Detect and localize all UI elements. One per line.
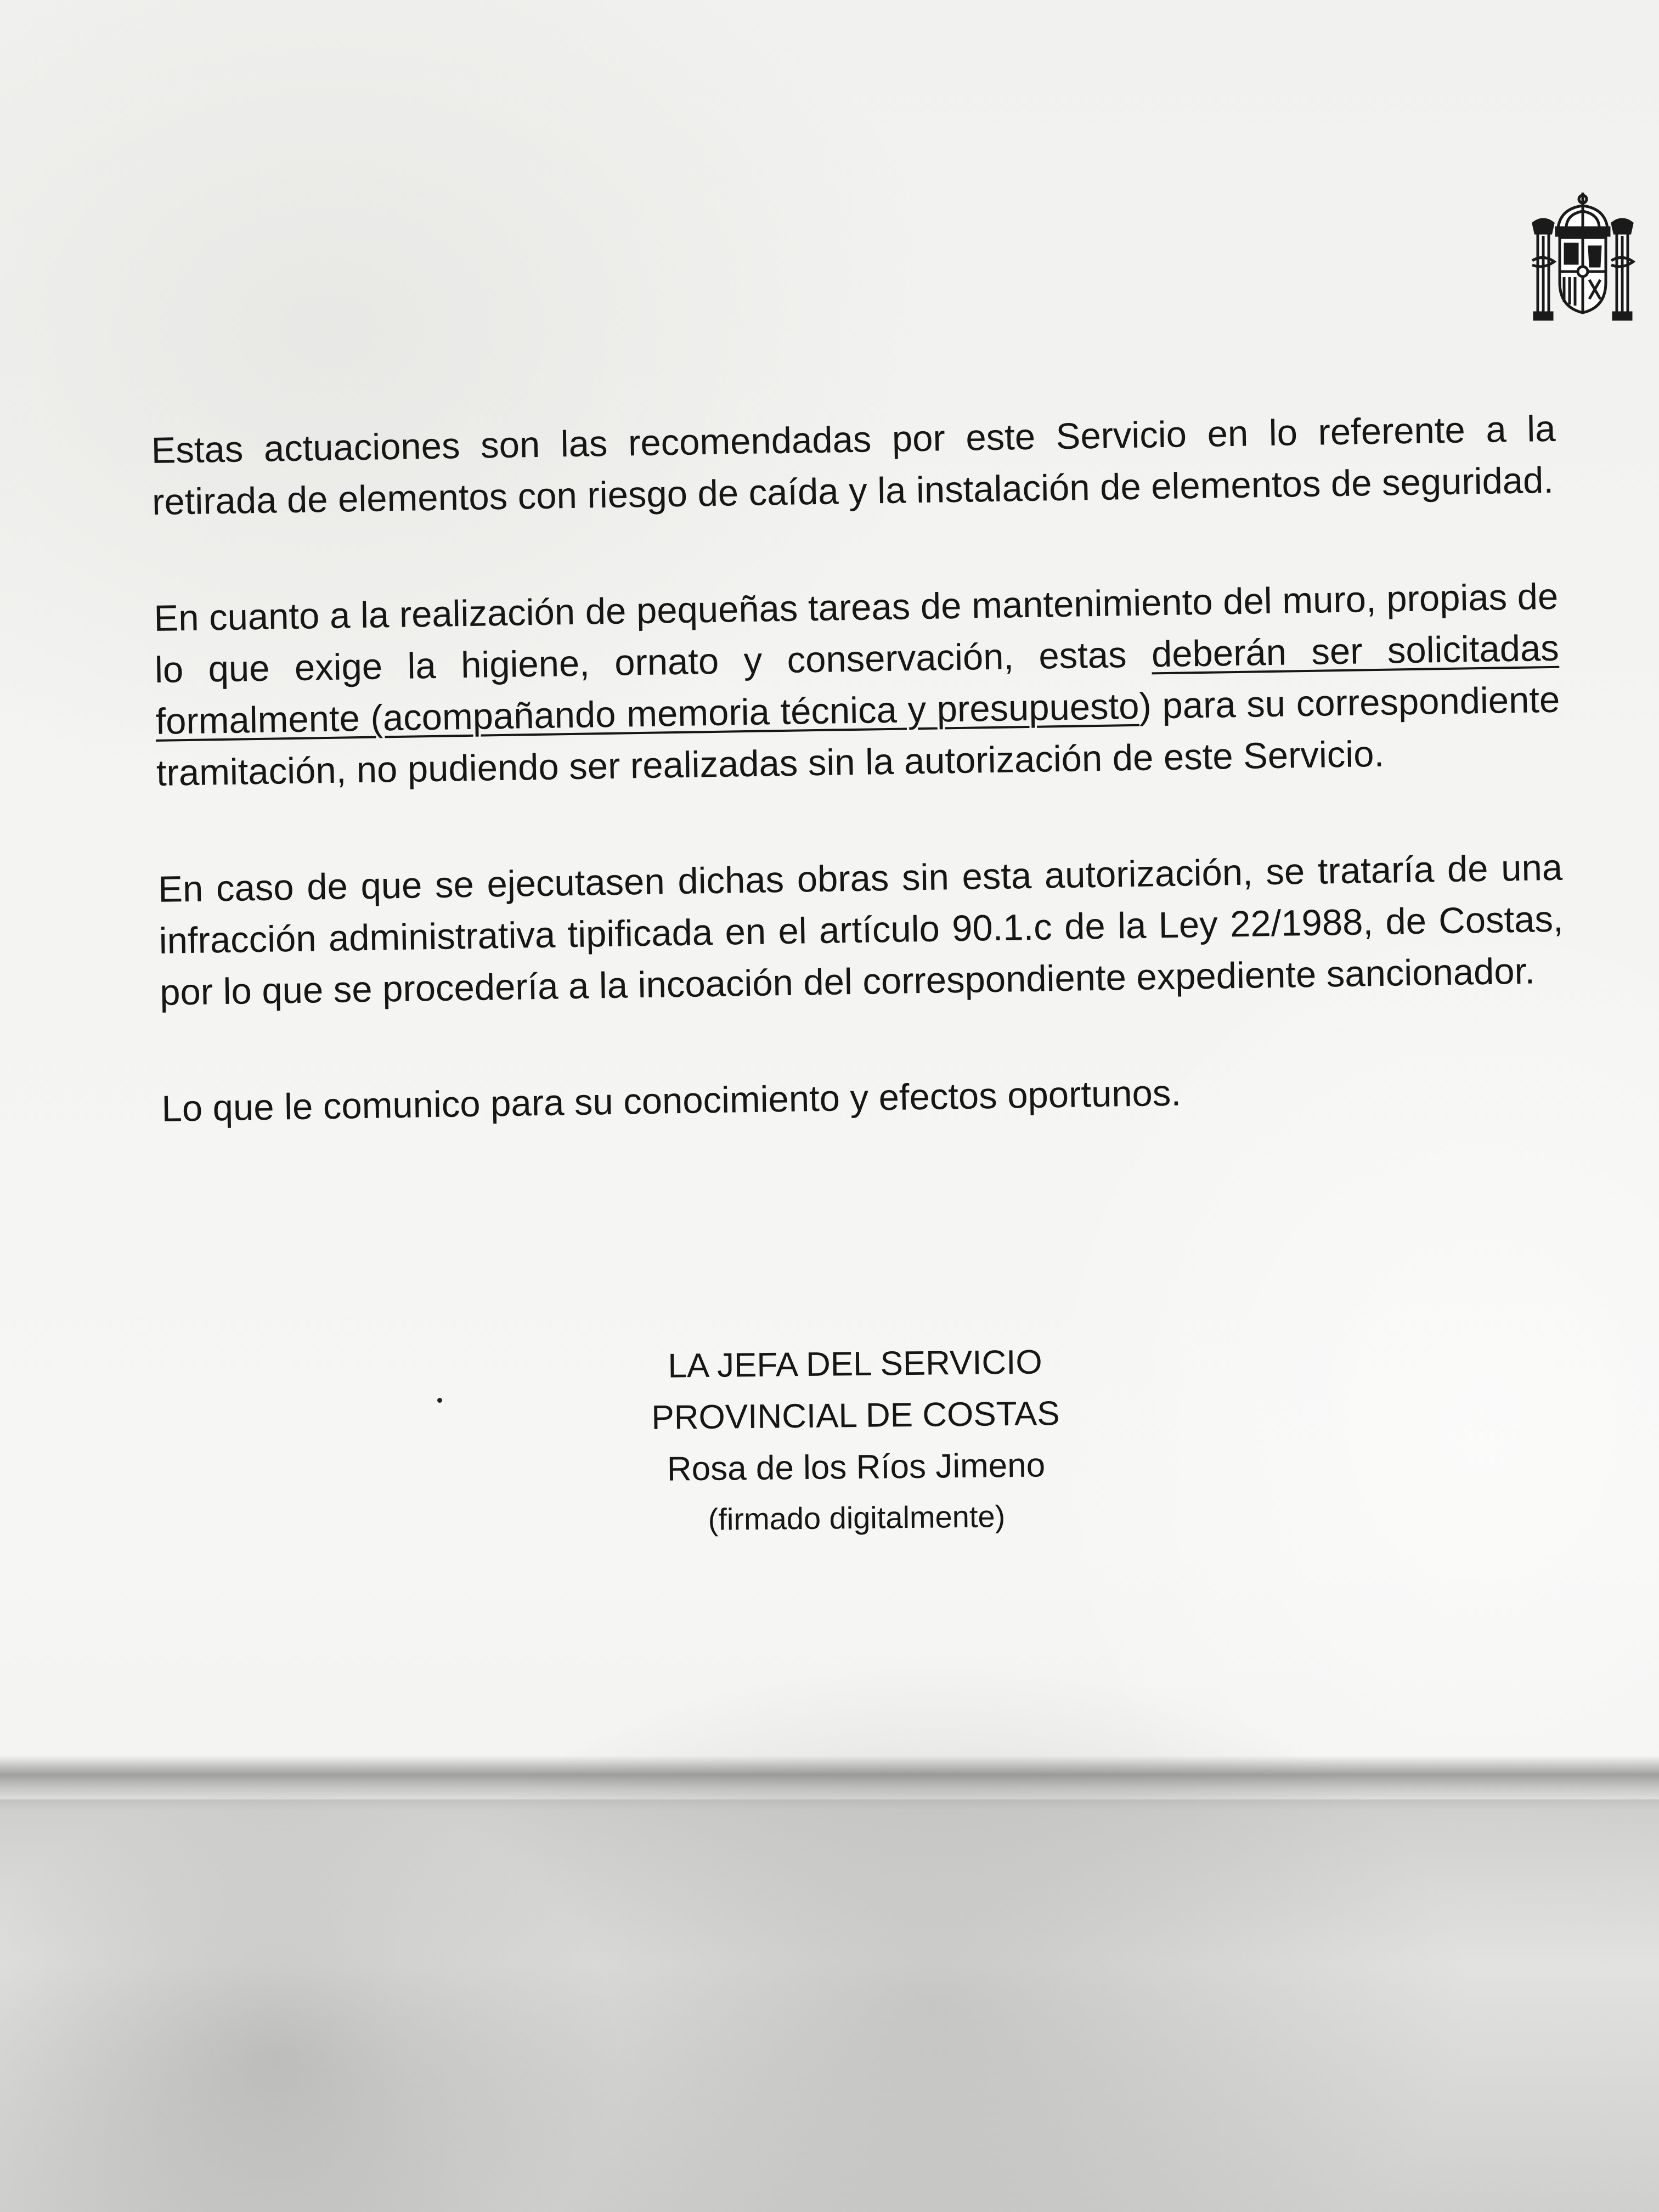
paragraph-maintenance-outro: ) para su correspondiente tramitación, no pudiendo ser realizadas sin la autorización de este Servicio. bbox=[156, 679, 1560, 794]
signature-title-line2: PROVINCIAL DE COSTAS bbox=[651, 1395, 1060, 1437]
letter-body bbox=[151, 403, 1567, 1200]
signature-block bbox=[602, 1336, 1109, 1545]
paragraph-maintenance-underlined: deberán ser solicitadas formalmente (acompañando memoria técnica y presupuesto bbox=[155, 627, 1560, 742]
paragraph-infraction-text: En caso de que se ejecutasen dichas obras sin esta autorización, se trataría de una infracción administrativa tipificada en el artículo 90.1.c de la Ley 22/1988, de Costas, por lo que se procedería a la incoación del correspondiente expediente sancionador. bbox=[157, 847, 1564, 1013]
signature-title-line1: LA JEFA DEL SERVICIO bbox=[668, 1343, 1043, 1385]
paragraph-recommendations-text: Estas actuaciones son las recomendadas por este Servicio en lo referente a la retirada de elementos con riesgo de caída y la instalación de elementos de seguridad. bbox=[151, 408, 1556, 523]
paper-speck bbox=[437, 1398, 442, 1403]
spain-coat-of-arms-icon bbox=[1528, 189, 1638, 326]
paragraph-maintenance bbox=[154, 571, 1561, 799]
signature-note: (firmado digitalmente) bbox=[708, 1499, 1006, 1537]
paragraph-infraction bbox=[158, 842, 1565, 1019]
paragraph-maintenance-intro: En cuanto a la realización de pequeñas tareas de mantenimiento del muro, propias de lo que exige la higiene, ornato y conservación, estas bbox=[153, 575, 1559, 691]
paper-lower-shadow bbox=[0, 1799, 1659, 2212]
signature-name: Rosa de los Ríos Jimeno bbox=[667, 1446, 1046, 1488]
paragraph-closing bbox=[161, 1062, 1566, 1135]
paragraph-recommendations bbox=[151, 403, 1557, 528]
paragraph-closing-text: Lo que le comunico para su conocimiento y efectos oportunos. bbox=[161, 1072, 1182, 1130]
